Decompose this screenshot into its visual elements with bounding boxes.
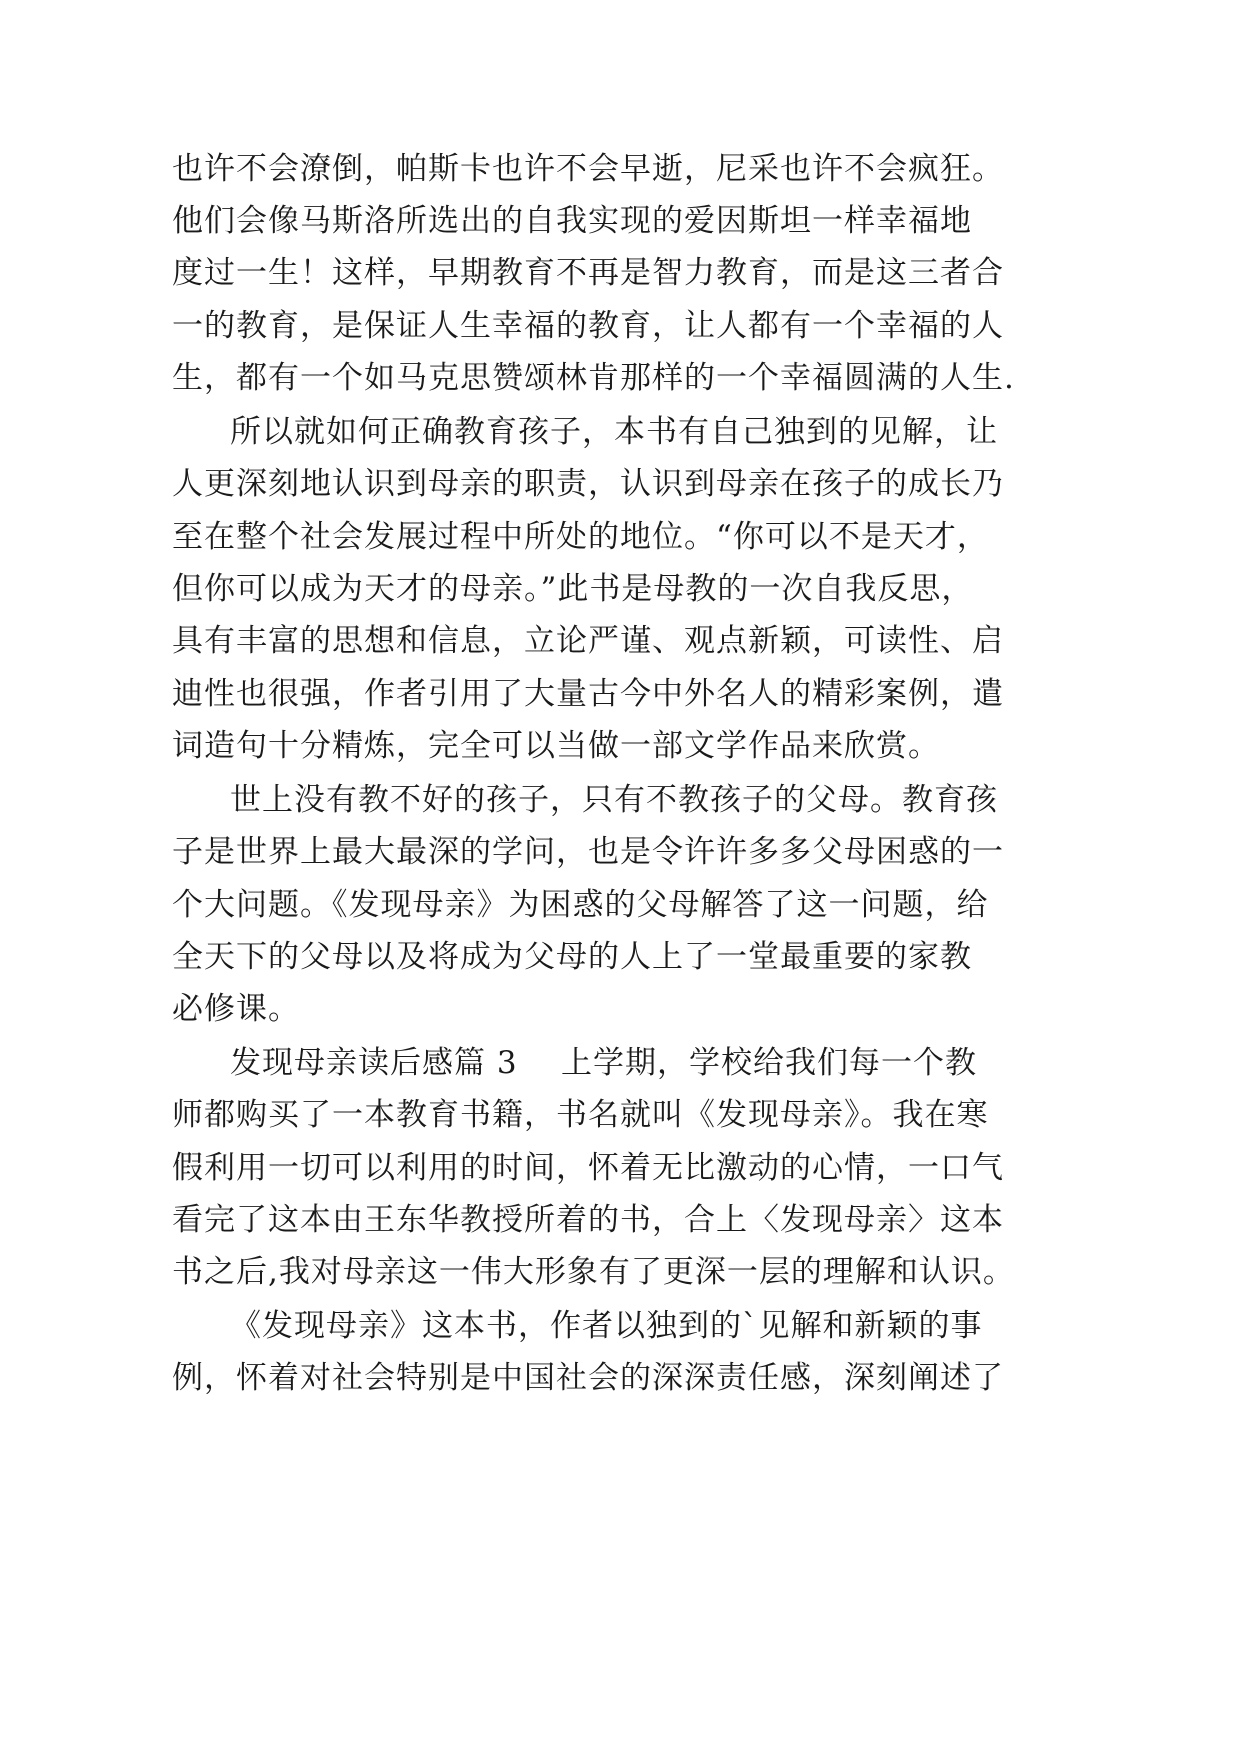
text-line: 书之后,我对母亲这一伟大形象有了更深一层的理解和认识。 xyxy=(172,1254,1015,1290)
text-line: 必修课。 xyxy=(172,991,300,1027)
text-line: 个大问题。《发现母亲》为困惑的父母解答了这一问题，给 xyxy=(172,887,989,923)
text-line: 例，怀着对社会特别是中国社会的深深责任感，深刻阐述了 xyxy=(172,1360,1004,1396)
text-line: 一的教育，是保证人生幸福的教育，让人都有一个幸福的人 xyxy=(172,308,1004,344)
text-line: 词造句十分精炼，完全可以当做一部文学作品来欣赏。 xyxy=(172,728,940,764)
text-line: 全天下的父母以及将成为父母的人上了一堂最重要的家教 xyxy=(172,939,972,975)
text-line: 人更深刻地认识到母亲的职责，认识到母亲在孩子的成长乃 xyxy=(172,466,1004,502)
text-line: 至在整个社会发展过程中所处的地位。“你可以不是天才， xyxy=(172,519,989,555)
text-line: 生，都有一个如马克思赞颂林肯那样的一个幸福圆满的人生. xyxy=(172,360,1015,396)
text-line: 假利用一切可以利用的时间，怀着无比激动的心情，一口气 xyxy=(172,1150,1004,1186)
text-line: 子是世界上最大最深的学问，也是令许许多多父母困惑的一 xyxy=(172,834,1004,870)
text-line: 具有丰富的思想和信息，立论严谨、观点新颖，可读性、启 xyxy=(172,623,1004,659)
paragraph-first-line: 世上没有教不好的孩子，只有不教孩子的父母。教育孩 xyxy=(230,782,998,818)
text-line: 他们会像马斯洛所选出的自我实现的爱因斯坦一样幸福地 xyxy=(172,203,972,239)
text-line: 度过一生！这样，早期教育不再是智力教育，而是这三者合 xyxy=(172,255,1004,291)
text-line: 看完了这本由王东华教授所着的书，合上〈发现母亲〉这本 xyxy=(172,1202,1004,1238)
paragraph-first-line: 所以就如何正确教育孩子，本书有自己独到的见解，让 xyxy=(230,414,998,450)
paragraph-first-line: 《发现母亲》这本书，作者以独到的`见解和新颖的事 xyxy=(230,1308,983,1344)
text-line: 师都购买了一本教育书籍，书名就叫《发现母亲》。我在寒 xyxy=(172,1097,989,1133)
text-line: 但你可以成为天才的母亲。”此书是母教的一次自我反思， xyxy=(172,571,974,607)
text-line: 迪性也很强，作者引用了大量古今中外名人的精彩案例，遣 xyxy=(172,676,1004,712)
text-line: 也许不会潦倒，帕斯卡也许不会早逝，尼采也许不会疯狂。 xyxy=(172,151,1004,187)
section-heading-line: 发现母亲读后感篇 3 上学期，学校给我们每一个教 xyxy=(230,1045,977,1081)
